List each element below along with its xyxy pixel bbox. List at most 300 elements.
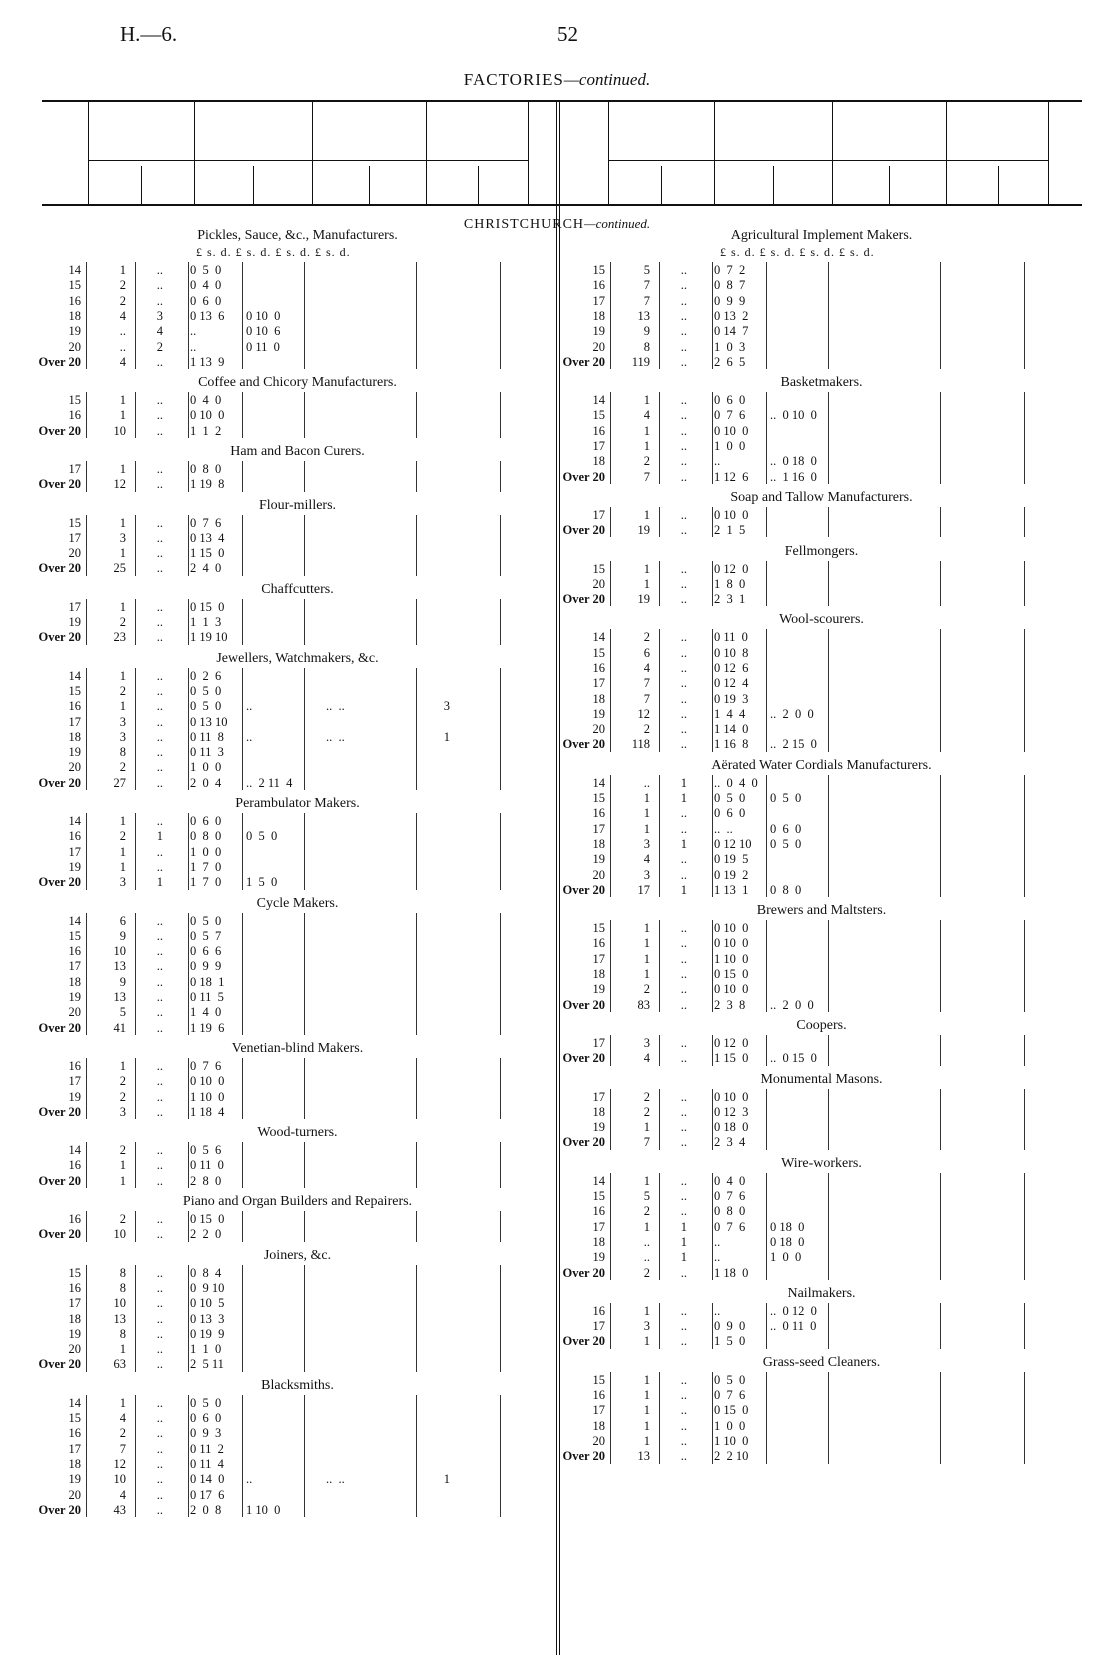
female-count-cell: .. xyxy=(156,1296,163,1311)
piecework-cell: .. 2 0 0 xyxy=(770,706,814,721)
female-count-cell: 1 xyxy=(680,1219,687,1234)
header-bottom-rule xyxy=(42,204,1082,206)
female-count-cell: 1 xyxy=(156,875,163,890)
female-count-cell: .. xyxy=(156,1342,163,1357)
female-count-cell: .. xyxy=(680,737,687,752)
timework-cell: 1 7 0 xyxy=(190,859,222,874)
female-count-cell: .. xyxy=(156,1265,163,1280)
age-cell: 20 xyxy=(592,576,605,591)
male-count-cell: 118 xyxy=(631,737,650,752)
table-row xyxy=(38,293,557,309)
piecework-cell: .. 2 11 4 xyxy=(246,775,293,790)
female-count-cell: .. xyxy=(680,967,687,982)
table-row xyxy=(38,744,557,760)
timework-cell: 0 12 4 xyxy=(714,676,749,691)
female-count-cell: .. xyxy=(156,1502,163,1517)
section-title: Grass-seed Cleaners. xyxy=(762,1354,881,1370)
male-count-cell: 9 xyxy=(119,974,126,989)
age-cell: 17 xyxy=(68,844,81,859)
male-count-cell: 6 xyxy=(643,645,650,660)
female-count-cell: .. xyxy=(680,630,687,645)
section-title: Wood-turners. xyxy=(257,1125,338,1141)
header-subcol-rule xyxy=(426,166,427,204)
female-count-cell: .. xyxy=(156,423,163,438)
female-count-cell: .. xyxy=(156,928,163,943)
age-cell: 17 xyxy=(592,1319,605,1334)
male-count-cell: 19 xyxy=(637,592,650,607)
male-count-cell: 8 xyxy=(119,745,126,760)
age-cell: 14 xyxy=(68,263,81,277)
age-cell: 19 xyxy=(592,982,605,997)
male-count-cell: 119 xyxy=(631,354,650,369)
age-cell: 19 xyxy=(68,990,81,1005)
timework-cell: 0 11 2 xyxy=(190,1441,224,1456)
male-count-cell: 1 xyxy=(119,515,126,530)
male-count-cell: 1 xyxy=(643,821,650,836)
timework-cell: 0 5 7 xyxy=(190,928,222,943)
header-mid-rule xyxy=(608,160,1048,161)
table-row xyxy=(38,1326,557,1342)
piecework-cell: .. 2 15 0 xyxy=(770,737,817,752)
table-row xyxy=(38,1073,557,1089)
female-count-cell: .. xyxy=(680,339,687,354)
male-count-cell: 63 xyxy=(113,1357,126,1372)
age-cell: 17 xyxy=(68,1074,81,1089)
table-row xyxy=(562,1119,1081,1135)
timework-cell: 0 8 0 xyxy=(190,462,222,476)
units-row: £ s. d. £ s. d. £ s. d. £ s. d. xyxy=(196,245,351,259)
male-count-cell: 19 xyxy=(637,523,650,538)
male-count-cell: 2 xyxy=(643,982,650,997)
female-count-cell: .. xyxy=(156,1158,163,1173)
section-title: Brewers and Maltsters. xyxy=(756,903,887,919)
timework-cell: 1 15 0 xyxy=(714,1051,749,1066)
age-cell: 20 xyxy=(68,546,81,561)
table-row xyxy=(38,1142,557,1158)
timework-cell: 0 6 0 xyxy=(190,814,222,829)
female-count-cell: .. xyxy=(680,278,687,293)
table-row xyxy=(562,920,1081,936)
age-cell: Over 20 xyxy=(38,561,81,576)
table-row xyxy=(38,844,557,860)
male-count-cell: 1 xyxy=(643,1120,650,1135)
timework-cell: .. xyxy=(190,339,197,354)
male-count-cell: 1 xyxy=(643,423,650,438)
age-cell: 16 xyxy=(68,1280,81,1295)
age-cell: 17 xyxy=(592,507,605,522)
age-cell: 15 xyxy=(68,393,81,408)
piecework-cell: .. xyxy=(246,1472,253,1487)
female-count-cell: .. xyxy=(680,691,687,706)
timework-cell: 0 13 10 xyxy=(190,714,228,729)
male-count-cell: 5 xyxy=(119,1005,126,1020)
timework-cell: 0 5 0 xyxy=(190,1395,222,1410)
timework-cell: 1 18 0 xyxy=(714,1265,749,1280)
section-title: Wool-scourers. xyxy=(779,612,864,628)
timework-cell: 1 0 0 xyxy=(190,844,222,859)
female-count-cell: .. xyxy=(680,821,687,836)
male-count-cell: 1 xyxy=(119,814,126,829)
age-cell: 16 xyxy=(592,806,605,821)
male-count-cell: 1 xyxy=(643,1334,650,1349)
male-count-cell: 1 xyxy=(643,576,650,591)
header-subcol-rule xyxy=(141,166,142,204)
age-cell: Over 20 xyxy=(562,1449,605,1464)
table-row xyxy=(38,1157,557,1173)
timework-cell: 0 5 0 xyxy=(190,699,222,714)
female-count-cell: .. xyxy=(680,852,687,867)
table-row xyxy=(562,1433,1081,1449)
timework-cell: 0 12 3 xyxy=(714,1104,749,1119)
timework-cell: 2 0 4 xyxy=(190,775,222,790)
age-cell: 17 xyxy=(592,438,605,453)
timework-cell: 0 9 9 xyxy=(190,959,222,974)
age-cell: 14 xyxy=(68,668,81,683)
female-count-cell: .. xyxy=(156,814,163,829)
table-row xyxy=(562,507,1081,523)
age-cell: 14 xyxy=(68,913,81,928)
timework-cell: 0 6 0 xyxy=(190,293,222,308)
piecework-cell: 0 11 0 xyxy=(246,339,280,354)
section-title: Ham and Bacon Curers. xyxy=(230,444,365,459)
timework-cell: 1 0 0 xyxy=(190,760,222,775)
table-row xyxy=(38,461,557,477)
table-row xyxy=(562,469,1081,485)
male-count-cell: 4 xyxy=(643,408,650,423)
age-cell: 15 xyxy=(68,928,81,943)
age-cell: 16 xyxy=(592,1204,605,1219)
age-cell: Over 20 xyxy=(38,423,81,438)
timework-cell: 0 10 0 xyxy=(190,408,225,423)
timework-cell: 1 0 0 xyxy=(714,438,746,453)
running-title-suffix: —continued. xyxy=(563,70,651,89)
male-count-cell: 1 xyxy=(643,791,650,806)
section-title: Coffee and Chicory Manufacturers. xyxy=(198,375,397,391)
table-header xyxy=(42,100,1082,206)
age-cell: 18 xyxy=(592,308,605,323)
timework-cell: 2 3 1 xyxy=(714,592,746,607)
age-cell: 16 xyxy=(592,660,605,675)
male-count-cell: 1 xyxy=(643,393,650,408)
table-row xyxy=(562,308,1081,324)
timework-cell: 0 15 0 xyxy=(190,599,225,614)
male-count-cell: 5 xyxy=(643,263,650,277)
table-row xyxy=(38,874,557,890)
female-count-cell: .. xyxy=(680,408,687,423)
table-row xyxy=(38,1311,557,1327)
male-count-cell: 3 xyxy=(643,836,650,851)
age-cell: 15 xyxy=(592,1372,605,1387)
header-subcol-rule xyxy=(998,166,999,204)
female-count-cell: .. xyxy=(156,913,163,928)
male-count-cell: 1 xyxy=(643,561,650,576)
male-count-cell: 2 xyxy=(643,1089,650,1104)
age-cell: 20 xyxy=(592,867,605,882)
timework-cell: 2 2 10 xyxy=(714,1449,749,1464)
table-row xyxy=(38,1487,557,1503)
age-cell: 15 xyxy=(68,278,81,293)
female-count-cell: .. xyxy=(156,1311,163,1326)
age-cell: Over 20 xyxy=(38,775,81,790)
female-count-cell: .. xyxy=(156,745,163,760)
male-count-cell: 13 xyxy=(113,990,126,1005)
table-row xyxy=(562,821,1081,837)
male-count-cell: 1 xyxy=(643,507,650,522)
female-count-cell: .. xyxy=(156,729,163,744)
timework-cell: 2 8 0 xyxy=(190,1173,222,1188)
female-count-cell: .. xyxy=(156,990,163,1005)
age-cell: 17 xyxy=(68,599,81,614)
section-title: Joiners, &c. xyxy=(263,1247,332,1263)
age-cell: 15 xyxy=(592,561,605,576)
female-count-cell: .. xyxy=(680,507,687,522)
female-count-cell: .. xyxy=(680,997,687,1012)
male-count-cell: 1 xyxy=(119,1342,126,1357)
age-cell: 18 xyxy=(592,1104,605,1119)
timework-cell: .. xyxy=(714,1303,721,1318)
timework-cell: 0 2 6 xyxy=(190,668,222,683)
table-row xyxy=(38,1004,557,1020)
table-row xyxy=(562,721,1081,737)
timework-cell: 1 4 4 xyxy=(714,706,746,721)
age-cell: 14 xyxy=(68,1143,81,1158)
table-row xyxy=(562,576,1081,592)
table-row xyxy=(38,859,557,875)
female-count-cell: .. xyxy=(680,1036,687,1050)
timework-cell: 2 0 8 xyxy=(190,1502,222,1517)
age-cell: 16 xyxy=(68,293,81,308)
timework-cell: 0 12 0 xyxy=(714,1036,749,1050)
female-count-cell: .. xyxy=(680,645,687,660)
male-count-cell: 7 xyxy=(643,676,650,691)
female-count-cell: .. xyxy=(156,1395,163,1410)
male-count-cell: 8 xyxy=(119,1326,126,1341)
timework-cell: 0 7 6 xyxy=(190,515,222,530)
age-cell: 19 xyxy=(592,706,605,721)
timework-cell: 1 13 9 xyxy=(190,354,225,369)
female-count-cell: .. xyxy=(156,699,163,714)
age-cell: Over 20 xyxy=(562,592,605,607)
age-cell: 14 xyxy=(68,1395,81,1410)
male-count-cell: 2 xyxy=(119,760,126,775)
male-count-cell: 4 xyxy=(643,1051,650,1066)
female-count-cell: 1 xyxy=(680,1250,687,1265)
age-cell: 16 xyxy=(68,408,81,423)
male-count-cell: 2 xyxy=(119,1143,126,1158)
timework-cell: 1 12 6 xyxy=(714,469,749,484)
male-count-cell: 1 xyxy=(119,408,126,423)
table-row xyxy=(562,438,1081,454)
male-count-cell: 1 xyxy=(119,668,126,683)
table-row xyxy=(38,1020,557,1036)
age-cell: 19 xyxy=(68,1472,81,1487)
female-count-cell: .. xyxy=(156,1411,163,1426)
male-count-cell: 1 xyxy=(643,1418,650,1433)
female-count-cell: .. xyxy=(156,530,163,545)
age-cell: 17 xyxy=(592,821,605,836)
timework-cell: 2 2 0 xyxy=(190,1227,222,1242)
timework-cell: 0 8 4 xyxy=(190,1265,222,1280)
table-row xyxy=(562,935,1081,951)
table-row xyxy=(562,645,1081,661)
age-cell: Over 20 xyxy=(38,630,81,645)
female-count-cell: .. xyxy=(680,293,687,308)
table-row xyxy=(38,1356,557,1372)
timework-cell: 0 6 0 xyxy=(714,393,746,408)
header-subcol-rule xyxy=(714,166,715,204)
male-count-cell: 13 xyxy=(637,1449,650,1464)
male-count-cell: 7 xyxy=(643,691,650,706)
age-cell: 19 xyxy=(68,1326,81,1341)
female-count-cell: .. xyxy=(156,630,163,645)
female-count-cell: .. xyxy=(156,974,163,989)
age-cell: 17 xyxy=(592,1089,605,1104)
male-count-cell: 3 xyxy=(643,867,650,882)
female-count-cell: .. xyxy=(156,263,163,277)
table-row xyxy=(38,759,557,775)
table-row xyxy=(562,339,1081,355)
age-cell: 16 xyxy=(68,1426,81,1441)
timework-cell: 0 4 0 xyxy=(190,393,222,408)
age-cell: 16 xyxy=(592,936,605,951)
table-row xyxy=(562,1265,1081,1281)
female-count-cell: .. xyxy=(156,1326,163,1341)
piecework-cell: .. xyxy=(246,699,253,714)
male-count-cell: 7 xyxy=(643,469,650,484)
timework-cell: 1 13 1 xyxy=(714,882,749,897)
female-count-cell: .. xyxy=(680,1120,687,1135)
header-subcol-rule xyxy=(369,166,370,204)
female-count-cell: .. xyxy=(680,1388,687,1403)
age-cell: 16 xyxy=(68,699,81,714)
table-row xyxy=(38,714,557,730)
header-mid-rule xyxy=(88,160,528,161)
female-count-cell: .. xyxy=(680,921,687,936)
female-count-cell: .. xyxy=(680,706,687,721)
female-count-cell: .. xyxy=(680,1449,687,1464)
table-row xyxy=(38,1089,557,1105)
male-count-cell: 1 xyxy=(643,1372,650,1387)
timework-cell: 0 10 0 xyxy=(190,1074,225,1089)
table-row xyxy=(562,1234,1081,1250)
timework-cell: 0 7 6 xyxy=(190,1059,222,1073)
table-row xyxy=(38,599,557,615)
timework-cell: 1 19 6 xyxy=(190,1020,225,1035)
section-title: Wire-workers. xyxy=(781,1155,862,1171)
table-row xyxy=(38,1211,557,1227)
table-row xyxy=(38,828,557,844)
table-row xyxy=(562,453,1081,469)
table-row xyxy=(38,354,557,370)
section-title: Chaffcutters. xyxy=(261,581,334,597)
male-count-cell: 3 xyxy=(643,1319,650,1334)
age-cell: 18 xyxy=(592,454,605,469)
table-row xyxy=(562,277,1081,293)
age-cell: 15 xyxy=(68,515,81,530)
timework-cell: 0 5 0 xyxy=(714,791,746,806)
male-count-cell: 7 xyxy=(119,1441,126,1456)
male-count-cell: 2 xyxy=(643,1265,650,1280)
age-cell: 17 xyxy=(68,530,81,545)
male-count-cell: 6 xyxy=(119,913,126,928)
timework-cell: 0 8 7 xyxy=(714,278,746,293)
female-count-cell: .. xyxy=(680,1433,687,1448)
female-count-cell: .. xyxy=(680,1372,687,1387)
city-heading-suffix: —continued. xyxy=(584,216,651,231)
timework-cell: 1 15 0 xyxy=(190,546,225,561)
piecework-cell: .. 0 12 0 xyxy=(770,1303,817,1318)
timework-cell: 0 15 0 xyxy=(714,967,749,982)
table-row xyxy=(562,1134,1081,1150)
table-row xyxy=(38,277,557,293)
male-count-cell: 4 xyxy=(119,1411,126,1426)
table-row xyxy=(38,958,557,974)
timework-cell: 0 15 0 xyxy=(190,1212,225,1227)
table-row xyxy=(562,966,1081,982)
extra-cell: .. .. xyxy=(326,729,345,744)
age-cell: 17 xyxy=(592,293,605,308)
male-count-cell: 7 xyxy=(643,1135,650,1150)
male-count-cell: 1 xyxy=(119,462,126,476)
age-cell: Over 20 xyxy=(38,1020,81,1035)
table-row xyxy=(562,1448,1081,1464)
female-count-cell: .. xyxy=(680,1418,687,1433)
female-count-cell: .. xyxy=(156,462,163,476)
male-count-cell: 7 xyxy=(643,293,650,308)
piecework-cell: .. 0 18 0 xyxy=(770,454,817,469)
header-subcol-rule xyxy=(832,166,833,204)
header-subcol-rule xyxy=(661,166,662,204)
age-cell: 20 xyxy=(68,1005,81,1020)
age-cell: 19 xyxy=(68,324,81,339)
timework-cell: 0 6 6 xyxy=(190,944,222,959)
age-cell: 16 xyxy=(592,1303,605,1318)
table-row xyxy=(562,1188,1081,1204)
table-row xyxy=(38,1058,557,1074)
table-row xyxy=(38,476,557,492)
female-count-cell: .. xyxy=(680,676,687,691)
timework-cell: 0 14 7 xyxy=(714,324,749,339)
female-count-cell: .. xyxy=(156,683,163,698)
male-count-cell: 2 xyxy=(119,615,126,630)
piecework-cell: 0 18 0 xyxy=(770,1234,805,1249)
table-row xyxy=(562,1203,1081,1219)
timework-cell: 1 10 0 xyxy=(714,1433,749,1448)
table-row xyxy=(562,392,1081,408)
timework-cell: 1 7 0 xyxy=(190,875,222,890)
timework-cell: 0 10 8 xyxy=(714,645,749,660)
table-row xyxy=(38,668,557,684)
timework-cell: 0 18 1 xyxy=(190,974,225,989)
timework-cell: 1 18 4 xyxy=(190,1104,225,1119)
timework-cell: 1 10 0 xyxy=(190,1089,225,1104)
table-row xyxy=(562,660,1081,676)
female-count-cell: .. xyxy=(680,1089,687,1104)
table-row xyxy=(562,882,1081,898)
age-cell: 20 xyxy=(592,1433,605,1448)
male-count-cell: 8 xyxy=(643,339,650,354)
units-row: £ s. d. £ s. d. £ s. d. £ s. d. xyxy=(720,245,875,259)
timework-cell: 2 3 4 xyxy=(714,1135,746,1150)
table-row xyxy=(562,1249,1081,1265)
male-count-cell: 1 xyxy=(643,1219,650,1234)
age-cell: 16 xyxy=(68,944,81,959)
timework-cell: 1 1 0 xyxy=(190,1342,222,1357)
age-cell: 20 xyxy=(68,339,81,354)
female-count-cell: .. xyxy=(156,1472,163,1487)
age-cell: 14 xyxy=(592,630,605,645)
timework-cell: 0 15 0 xyxy=(714,1403,749,1418)
